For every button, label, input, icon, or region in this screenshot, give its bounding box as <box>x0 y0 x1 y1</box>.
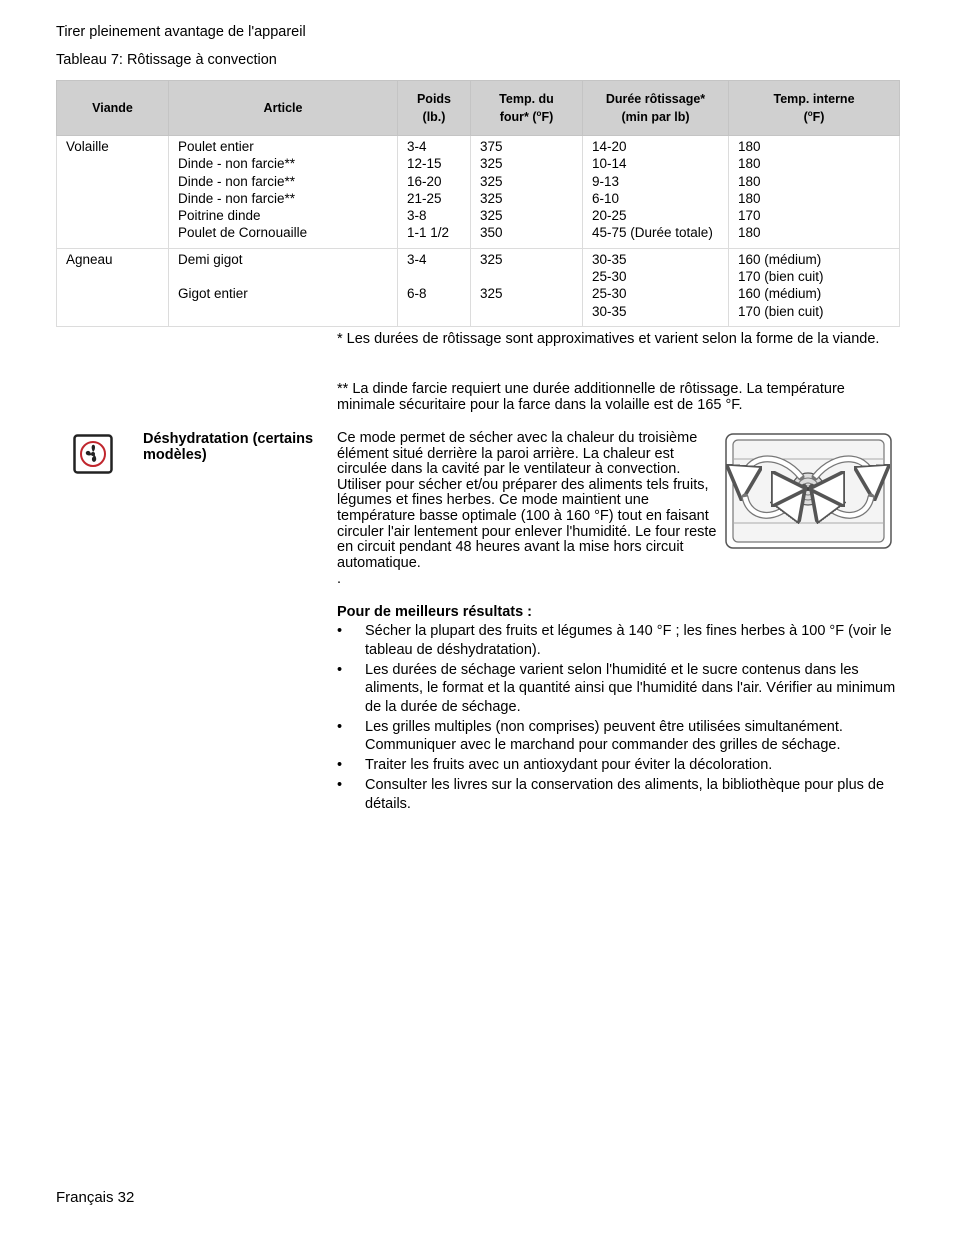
list-item: • Consulter les livres sur la conservation des aliments, la bibliothèque pour plus de détails. <box>337 777 885 812</box>
best-results-heading: Pour de meilleurs résultats : <box>337 604 533 620</box>
header-temp-interne: Temp. interne ($^o$F) <box>729 81 900 136</box>
table-row-volaille <box>57 136 900 249</box>
dehydration-description: Ce mode permet de sécher avec la chaleur du troisième élément situé derrière la paroi arrière. La chaleur est circulée dans la cavité par le ventilateur à convection. Utiliser pour sécher et/ou préparer des aliments tels fruits, légumes et fines herbes. Ce mode maintient une température basse optimale (100 à 160 °F) tout en faisant circuler l'air lentement pour enlever l'humidité. Le four reste en circuit pendant 48 heures avant la mise hors circuit automatique. <box>337 430 717 571</box>
header-temp-four: Temp. du four* ($^o$F) <box>471 81 583 136</box>
list-item: • Les durées de séchage varient selon l'humidité et le sucre contenus dans les aliments, le format et la quantité ainsi que l'humidité dans l'air. Vérifier au minimum de la durée de séchage. <box>337 661 896 715</box>
running-header: Tirer pleinement avantage de l'appareil <box>56 24 306 40</box>
table-header-row <box>57 81 900 136</box>
fan-heat-icon <box>73 434 113 474</box>
list-item: • Traiter les fruits avec un antioxydant pour éviter la décoloration. <box>337 757 773 773</box>
cell-temp-four: 375 325 325 325 325 350 <box>471 136 583 249</box>
cell-temp-four: 325 325 <box>471 248 583 326</box>
cell-duree: 14-20 10-14 9-13 6-10 20-25 45-75 (Durée totale) <box>583 136 729 249</box>
best-results-list <box>337 622 907 815</box>
header-duree: Durée rôtissage* (min par lb) <box>583 81 729 136</box>
list-item: • Les grilles multiples (non comprises) peuvent être utilisées simultanément. Communiquer avec le marchand pour commander des grilles de séchage. <box>337 718 843 753</box>
header-article: Article <box>169 81 398 136</box>
cell-article: Poulet entier Dinde - non farcie** Dinde - non farcie** Dinde - non farcie** Poitrine dinde Poulet de Cornouaille <box>169 136 398 249</box>
dehydration-title: Déshydratation (certains modèles) <box>143 431 314 463</box>
cell-viande: Volaille <box>57 136 169 249</box>
header-viande: Viande <box>57 81 169 136</box>
header-poids: Poids (lb.) <box>398 81 471 136</box>
page-number: Français 32 <box>56 1189 135 1206</box>
footnote-stuffed-turkey: ** La dinde farcie requiert une durée additionnelle de rôtissage. La température minimale sécuritaire pour la farce dans la volaille est de 165 °F. <box>337 381 845 413</box>
stray-dot: . <box>337 571 342 587</box>
oven-convection-diagram <box>725 433 892 549</box>
cell-temp-interne: 180 180 180 180 170 180 <box>729 136 900 249</box>
cell-viande: Agneau <box>57 248 169 326</box>
convection-roasting-table <box>56 80 900 327</box>
cell-poids: 3-4 12-15 16-20 21-25 3-8 1-1 1/2 <box>398 136 471 249</box>
table-caption: Tableau 7: Rôtissage à convection <box>56 52 277 68</box>
cell-temp-interne: 160 (médium) 170 (bien cuit) 160 (médium) 170 (bien cuit) <box>729 248 900 326</box>
footnote-roasting-times: * Les durées de rôtissage sont approximatives et varient selon la forme de la viande. <box>337 331 880 347</box>
cell-duree: 30-35 25-30 25-30 30-35 <box>583 248 729 326</box>
cell-poids: 3-4 6-8 <box>398 248 471 326</box>
cell-article: Demi gigot Gigot entier <box>169 248 398 326</box>
table-row-agneau <box>57 248 900 326</box>
list-item: • Sécher la plupart des fruits et légumes à 140 °F ; les fines herbes à 100 °F (voir le tableau de déshydratation). <box>337 623 892 658</box>
